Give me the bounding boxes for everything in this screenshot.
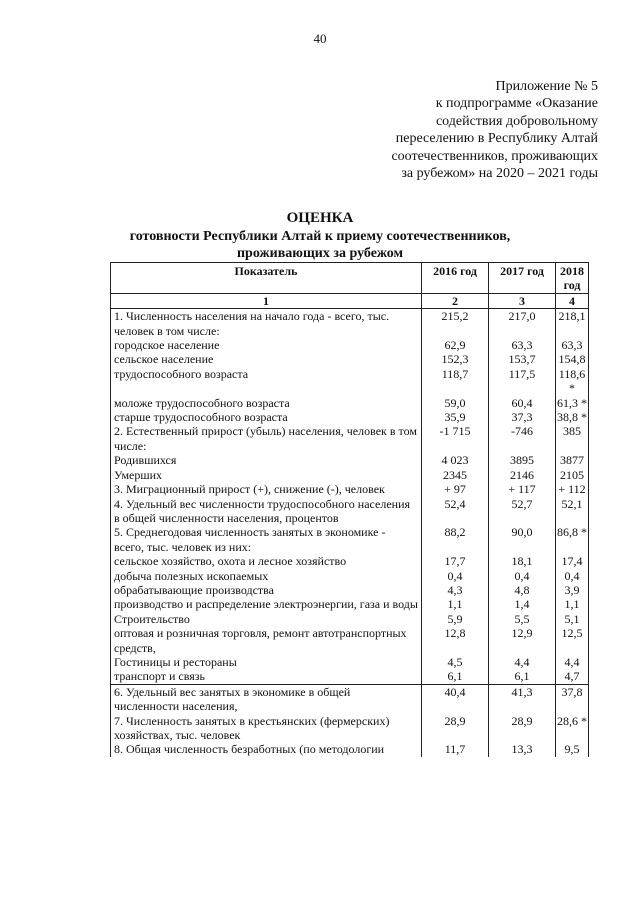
appendix-line: соотечественников, проживающих	[391, 148, 598, 164]
table-row	[111, 497, 589, 526]
value-2018: 52,1	[556, 497, 589, 526]
value-2016: 4,3	[422, 583, 489, 597]
value-2016: 152,3	[422, 352, 489, 366]
row-label: городское население	[111, 338, 422, 352]
value-2016: 118,7	[422, 367, 489, 396]
row-label: добыча полезных ископаемых	[111, 569, 422, 583]
value-2016: 62,9	[422, 338, 489, 352]
value-2018: 1,1	[556, 597, 589, 611]
value-2016: 1,1	[422, 597, 489, 611]
value-2016: 5,9	[422, 612, 489, 626]
column-number: 2	[422, 293, 489, 308]
value-2016: -1 715	[422, 424, 489, 453]
value-2016: 35,9	[422, 410, 489, 424]
value-2018: 4,7	[556, 669, 589, 684]
value-2016: + 97	[422, 482, 489, 496]
appendix-line: содействия добровольному	[435, 113, 598, 129]
value-2016: 59,0	[422, 396, 489, 410]
value-2016: 0,4	[422, 569, 489, 583]
value-2017: -746	[489, 424, 556, 453]
header-2016: 2016 год	[422, 263, 489, 294]
row-label: Родившихся	[111, 453, 422, 467]
value-2017: 4,4	[489, 655, 556, 669]
column-number-row	[111, 293, 589, 308]
value-2017: 153,7	[489, 352, 556, 366]
header-indicator: Показатель	[111, 263, 422, 294]
value-2018: + 112	[556, 482, 589, 496]
value-2017: 4,8	[489, 583, 556, 597]
value-2017: 0,4	[489, 569, 556, 583]
appendix-line: Приложение № 5	[495, 79, 598, 94]
value-2016: 2345	[422, 468, 489, 482]
table-row	[111, 669, 589, 684]
table-row	[111, 684, 589, 713]
value-2017: 12,9	[489, 626, 556, 655]
value-2017: 2146	[489, 468, 556, 482]
table-row	[111, 554, 589, 568]
value-2017: 117,5	[489, 367, 556, 396]
value-2018: 37,8	[556, 684, 589, 713]
value-2017: 5,5	[489, 612, 556, 626]
row-label: оптовая и розничная торговля, ремонт автотранспортных средств,	[111, 626, 422, 655]
value-2017: 18,1	[489, 554, 556, 568]
header-2017: 2017 год	[489, 263, 556, 294]
value-2017: 3895	[489, 453, 556, 467]
value-2016: 4 023	[422, 453, 489, 467]
table-row	[111, 338, 589, 352]
row-label: 1. Численность населения на начало года - всего, тыс. человек в том числе:	[111, 309, 422, 338]
row-label: трудоспособного возраста	[111, 367, 422, 396]
header-2018: 2018 год	[556, 263, 589, 294]
appendix-header	[338, 78, 598, 182]
value-2016: 40,4	[422, 684, 489, 713]
table-row	[111, 453, 589, 467]
column-number: 3	[489, 293, 556, 308]
value-2017: 13,3	[489, 742, 556, 756]
row-label: Гостиницы и рестораны	[111, 655, 422, 669]
value-2018: 9,5	[556, 742, 589, 756]
row-label: обрабатывающие производства	[111, 583, 422, 597]
value-2018: 63,3	[556, 338, 589, 352]
table-row	[111, 352, 589, 366]
table-row	[111, 626, 589, 655]
page-number: 40	[313, 31, 327, 46]
table-row	[111, 410, 589, 424]
value-2018: 38,8 *	[557, 410, 587, 425]
value-2018: 0,4	[556, 569, 589, 583]
value-2016: 12,8	[422, 626, 489, 655]
table-row	[111, 482, 589, 496]
table-row	[111, 655, 589, 669]
table-row	[111, 569, 589, 583]
value-2017: 90,0	[489, 525, 556, 554]
row-label: производство и распределение электроэнергии, газа и воды	[111, 597, 422, 611]
value-2017: + 117	[489, 482, 556, 496]
value-2016: 17,7	[422, 554, 489, 568]
value-2018: 61,3 *	[557, 395, 587, 410]
value-2018: 3877	[556, 453, 589, 467]
row-label: 8. Общая численность безработных (по методологии	[111, 742, 422, 756]
row-label: 5. Среднегодовая численность занятых в экономике - всего, тыс. человек из них:	[111, 525, 422, 554]
document-subtitle	[0, 228, 640, 262]
row-label: сельское население	[111, 352, 422, 366]
value-2017: 28,9	[489, 714, 556, 743]
table-row	[111, 367, 589, 396]
value-2017: 60,4	[489, 396, 556, 410]
table-body	[111, 293, 589, 757]
value-2018: 28,6 *	[556, 714, 589, 743]
row-label: 6. Удельный вес занятых в экономике в общей численности населения,	[111, 684, 422, 713]
value-2016: 52,4	[422, 497, 489, 526]
column-number: 1	[111, 293, 422, 308]
row-label: Умерших	[111, 468, 422, 482]
row-label: 4. Удельный вес численности трудоспособного населения в общей численности населения, процентов	[111, 497, 422, 526]
appendix-line: к подпрограмме «Оказание	[435, 96, 598, 112]
value-2017: 52,7	[489, 497, 556, 526]
value-2016: 215,2	[422, 309, 489, 338]
value-2018: 4,4	[556, 655, 589, 669]
value-2017: 217,0	[489, 309, 556, 338]
value-2018: 385	[556, 424, 589, 453]
appendix-line: за рубежом» на 2020 – 2021 годы	[401, 166, 598, 182]
value-2016: 6,1	[422, 669, 489, 684]
document-title: ОЦЕНКА	[286, 210, 354, 226]
value-2018: 2105	[556, 468, 589, 482]
value-2018: 12,5	[556, 626, 589, 655]
table-row	[111, 309, 589, 338]
table-row	[111, 424, 589, 453]
value-2018: 86,8 *	[556, 525, 589, 554]
table-row	[111, 396, 589, 410]
value-2016: 88,2	[422, 525, 489, 554]
table-row	[111, 468, 589, 482]
subtitle-line: готовности Республики Алтай к приему соотечественников,	[129, 229, 511, 244]
readiness-table	[110, 262, 589, 757]
value-2018: 154,8	[556, 352, 589, 366]
value-2018: 118,6*	[556, 367, 589, 396]
value-2017: 63,3	[489, 338, 556, 352]
value-2017: 41,3	[489, 684, 556, 713]
row-label: 7. Численность занятых в крестьянских (фермерских) хозяйствах, тыс. человек	[111, 714, 422, 743]
value-2016: 11,7	[422, 742, 489, 756]
table-row	[111, 583, 589, 597]
value-2018: 218,1	[556, 309, 589, 338]
appendix-line: переселению в Республику Алтай	[395, 131, 598, 147]
value-2017: 37,3	[489, 410, 556, 424]
row-label: 3. Миграционный прирост (+), снижение (-), человек	[111, 482, 422, 496]
column-number: 4	[556, 293, 589, 308]
value-2016: 4,5	[422, 655, 489, 669]
table-row	[111, 612, 589, 626]
value-2018: 5,1	[556, 612, 589, 626]
table-row	[111, 714, 589, 743]
row-label: Строительство	[111, 612, 422, 626]
value-2018: 17,4	[556, 554, 589, 568]
row-label: транспорт и связь	[111, 669, 422, 684]
value-2018: 3,9	[556, 583, 589, 597]
value-2016: 28,9	[422, 714, 489, 743]
value-2017: 6,1	[489, 669, 556, 684]
table-row	[111, 742, 589, 756]
row-label: 2. Естественный прирост (убыль) населения, человек в том числе:	[111, 424, 422, 453]
row-label: моложе трудоспособного возраста	[111, 396, 422, 410]
table-row	[111, 525, 589, 554]
row-label: сельское хозяйство, охота и лесное хозяйство	[111, 554, 422, 568]
value-2017: 1,4	[489, 597, 556, 611]
subtitle-line: проживающих за рубежом	[236, 246, 403, 261]
table-row	[111, 597, 589, 611]
row-label: старше трудоспособного возраста	[111, 410, 422, 424]
